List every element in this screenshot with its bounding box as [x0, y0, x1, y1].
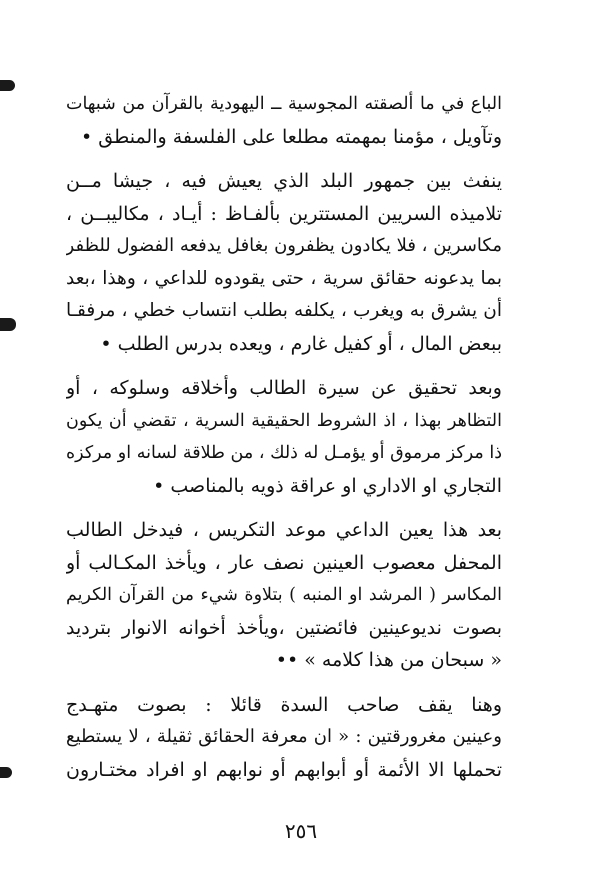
text-line: ذا مركز مرموق أو يؤمـل له ذلك ، من طلاقة لسانه او مركزه	[66, 443, 502, 463]
scan-edge-mark-top	[0, 80, 15, 91]
text-line: ببعض المال ، أو كفيل غارم ، ويعده بدرس الطلب •	[100, 332, 502, 355]
paragraph-4	[66, 514, 502, 677]
text-line: تحملها الا الأئمة أو أبوابهم أو نوابهم او افراد مختـارون	[66, 758, 502, 781]
text-line: التجاري او الاداري او عراقة ذويه بالمناصب •	[153, 474, 502, 497]
text-line: مكاسرين ، فلا يكادون يظفرون بغافل يدفعه الفضول للظفر	[66, 235, 502, 256]
paragraph-2	[66, 165, 502, 360]
text-line: بما يدعونه حقائق سرية ، حتى يقودوه للداعي ، وهذا ،بعد	[66, 267, 502, 289]
scan-edge-mark-middle	[0, 318, 16, 331]
text-line: المكاسر ( المرشد او المنبه ) بتلاوة شيء من القرآن الكريم	[66, 585, 502, 605]
paragraph-5	[66, 689, 502, 787]
text-line: أن يشرق به ويغرب ، يكلفه بطلب انتساب خطي ، مرفقـا	[66, 300, 502, 321]
paragraph-3	[66, 372, 502, 502]
text-line: الباع في ما ألصقته المجوسية ــ اليهودية بالقرآن من شبهات	[66, 94, 502, 114]
text-line: وبعد تحقيق عن سيرة الطالب وأخلاقه وسلوكه ، أو	[66, 377, 502, 399]
text-line: وهنا يقف صاحب السدة قائلا : بصوت متهـدج	[66, 693, 502, 716]
text-line: المحفل معصوب العينين نصف عار ، ويأخذ المكـالب أو	[66, 551, 502, 574]
text-line: « سبحان من هذا كلامه » ••	[275, 649, 502, 671]
paragraph-1	[66, 88, 502, 153]
text-line: وعينين مغرورقتين : « ان معرفة الحقائق ثقيلة ، لا يستطيع	[66, 726, 502, 747]
text-line: ينفث بين جمهور البلد الذي يعيش فيه ، جيشا مــن	[66, 170, 502, 192]
text-line: وتآويل ، مؤمنا بمهمته مطلعا على الفلسفة والمنطق •	[81, 125, 502, 148]
scan-edge-mark-bottom	[0, 767, 12, 778]
text-line: تلاميذه السريين المستترين بألفـاظ : أيـاد ، مكاليبــن ،	[66, 202, 502, 225]
text-line: بعد هذا يعين الداعي موعد التكريس ، فيدخل الطالب	[66, 519, 502, 541]
page-body	[66, 88, 502, 798]
text-line: التظاهر بهذا ، اذ الشروط الحقيقية السرية ، تقضي أن يكون	[66, 410, 502, 431]
page-number: ٢٥٦	[284, 819, 318, 843]
text-line: بصوت نديوعينين فائضتين ،ويأخذ أخوانه الانوار بترديد	[66, 616, 502, 639]
